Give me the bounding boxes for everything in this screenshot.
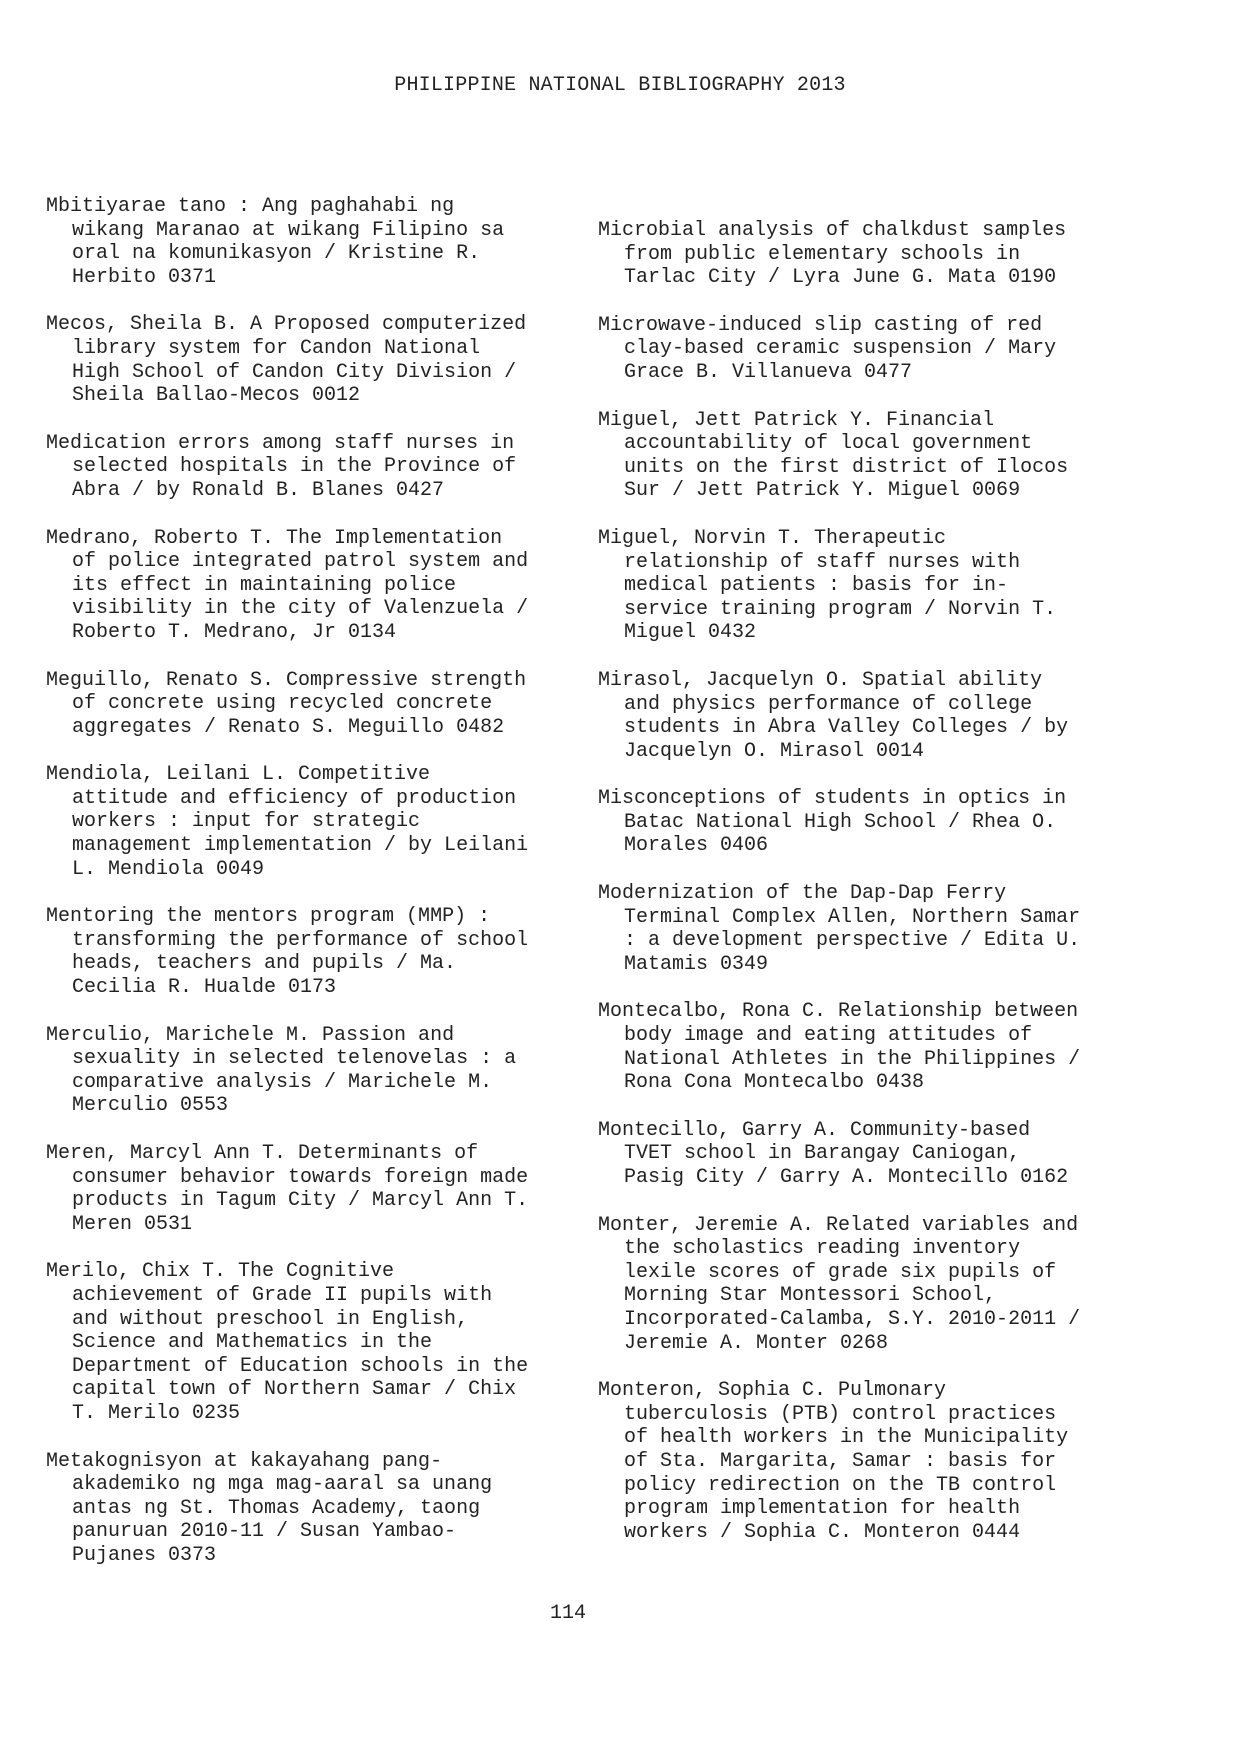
bibliography-entry: Miguel, Jett Patrick Y. Financial accountability of local government units on the first district of Ilocos Sur / Jett Patrick Y. Miguel 0069 [598,408,1069,503]
bibliography-entry: Monter, Jeremie A. Related variables and the scholastics reading inventory lexile scores of grade six pupils of Morning Star Montessori School, Incorporated-Calamba, S.Y. 2010-2011 / Jeremie A. Monter 0268 [598,1213,1081,1355]
bibliography-entry: Meren, Marcyl Ann T. Determinants of consumer behavior towards foreign made products in Tagum City / Marcyl Ann T. Meren 0531 [46,1142,529,1236]
right-column [598,219,1118,1568]
bibliography-entry: Microwave-induced slip casting of red clay-based ceramic suspension / Mary Grace B. Villanueva 0477 [598,313,1057,384]
bibliography-entry: Misconceptions of students in optics in Batac National High School / Rhea O. Morales 0406 [598,787,1067,858]
bibliography-entry: Microbial analysis of chalkdust samples from public elementary schools in Tarlac City / Lyra June G. Mata 0190 [598,219,1067,290]
bibliography-entry: Mbitiyarae tano : Ang paghahabi ng wikang Maranao at wikang Filipino sa oral na komunikasyon / Kristine R. Herbito 0371 [46,195,505,289]
page-header: PHILIPPINE NATIONAL BIBLIOGRAPHY 2013 [394,74,846,97]
bibliography-entry: Montecalbo, Rona C. Relationship between body image and eating attitudes of National Athletes in the Philippines / Rona Cona Montecalbo 0438 [598,1000,1081,1095]
bibliography-entry: Medrano, Roberto T. The Implementation of police integrated patrol system and its effect in maintaining police visibility in the city of Valenzuela / Roberto T. Medrano, Jr 0134 [46,526,529,644]
bibliography-entry: Monteron, Sophia C. Pulmonary tuberculosis (PTB) control practices of health workers in the Municipality of Sta. Margarita, Samar : basis for policy redirection on the TB control program implementation for health workers / Sophia C. Monteron 0444 [598,1379,1069,1544]
bibliography-entry: Mentoring the mentors program (MMP) : transforming the performance of school heads, teachers and pupils / Ma. Cecilia R. Hualde 0173 [46,905,529,1000]
bibliography-entry: Modernization of the Dap-Dap Ferry Terminal Complex Allen, Northern Samar : a development perspective / Edita U. Matamis 0349 [598,882,1081,976]
bibliography-entry: Merilo, Chix T. The Cognitive achievement of Grade II pupils with and without preschool in English, Science and Mathematics in the Department of Education schools in the capital town of Northern Samar / Chix T. Merilo 0235 [46,1260,529,1425]
bibliography-entry: Montecillo, Garry A. Community-based TVET school in Barangay Caniogan, Pasig City / Garry A. Montecillo 0162 [598,1118,1069,1189]
bibliography-entry: Miguel, Norvin T. Therapeutic relationship of staff nurses with medical patients : basis for in- service training program / Norvin T. Miguel 0432 [598,526,1057,645]
bibliography-entry: Mendiola, Leilani L. Competitive attitude and efficiency of production workers : input for strategic management implementation / by Leilani L. Mendiola 0049 [46,763,529,881]
bibliography-entry: Medication errors among staff nurses in selected hospitals in the Province of Abra / by Ronald B. Blanes 0427 [46,431,517,502]
bibliography-entry: Mirasol, Jacquelyn O. Spatial ability and physics performance of college students in Abra Valley Colleges / by Jacquelyn O. Mirasol 0014 [598,668,1069,763]
left-column [46,195,566,1592]
bibliography-entry: Mecos, Sheila B. A Proposed computerized library system for Candon National High School of Candon City Division / Sheila Ballao-Mecos 0012 [46,313,527,408]
page-number: 114 [549,1602,586,1625]
bibliography-entry: Meguillo, Renato S. Compressive strength of concrete using recycled concrete aggregates / Renato S. Meguillo 0482 [46,668,527,739]
bibliography-entry: Merculio, Marichele M. Passion and sexuality in selected telenovelas : a comparative analysis / Marichele M. Merculio 0553 [46,1023,517,1118]
bibliography-entry: Metakognisyon at kakayahang pang- akademiko ng mga mag-aaral sa unang antas ng St. Thomas Academy, taong panuruan 2010-11 / Susan Yambao- Pujanes 0373 [46,1449,493,1567]
